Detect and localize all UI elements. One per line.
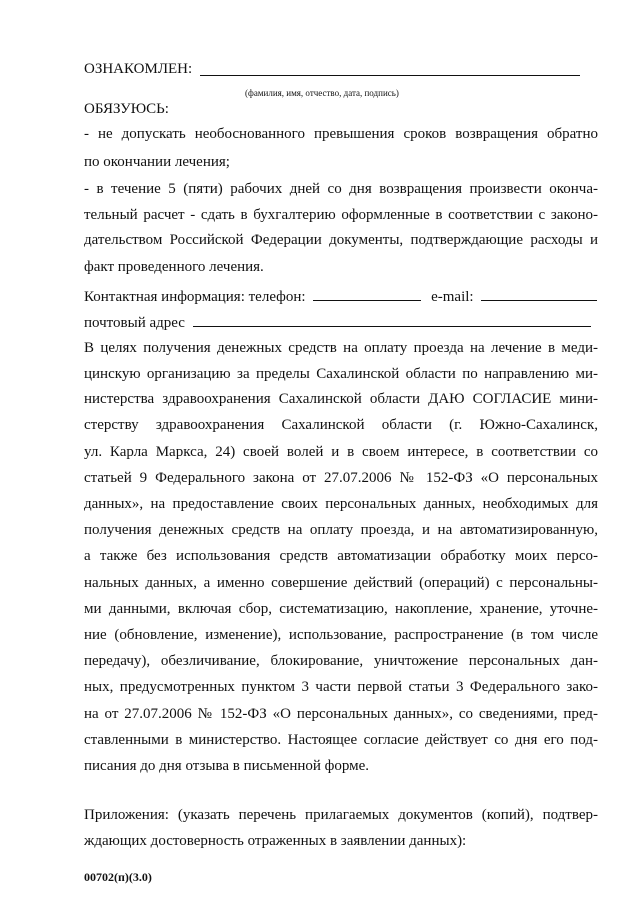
email-label: e-mail: xyxy=(431,289,474,305)
consent-line: а также без использования средств автоматизации обработку моих персо- xyxy=(84,548,598,564)
phone-field[interactable] xyxy=(313,286,421,301)
consent-line: ми данными, включая сбор, систематизацию, накопление, хранение, уточне- xyxy=(84,601,598,617)
email-field[interactable] xyxy=(481,286,597,301)
consent-line: стерству здравоохранения Сахалинской области (г. Южно-Сахалинск, xyxy=(84,417,598,433)
address-row xyxy=(84,312,591,332)
consent-line: В целях получения денежных средств на оплату проезда на лечение в меди- xyxy=(84,340,598,356)
consent-line: ние (обновление, изменение), использование, распространение (в том числе xyxy=(84,627,598,643)
address-field[interactable] xyxy=(193,312,591,327)
obligation-line: по окончании лечения; xyxy=(84,154,230,170)
consent-line: цинскую организацию за пределы Сахалинской области по направлению ми- xyxy=(84,366,598,382)
consent-line: ул. Карла Маркса, 24) своей волей и в своем интересе, в соответствии со xyxy=(84,444,598,460)
address-label: почтовый адрес xyxy=(84,315,185,331)
consent-line: ных, предусмотренных пунктом 3 части первой статьи 3 Федерального зако- xyxy=(84,679,598,695)
contact-row xyxy=(84,286,597,306)
consent-line: передачу), обезличивание, блокирование, уничтожение персональных дан- xyxy=(84,653,598,669)
consent-line: данных», на предоставление своих персональных данных, необходимых для xyxy=(84,496,598,512)
acknowledged-signature-line[interactable] xyxy=(200,75,580,76)
acknowledged-row xyxy=(84,60,192,78)
consent-line: писания до дня отзыва в письменной форме. xyxy=(84,758,370,774)
acknowledged-caption: (фамилия, имя, отчество, дата, подпись) xyxy=(245,88,399,98)
obligation-line: тельный расчет - сдать в бухгалтерию оформленные в соответствии с законо- xyxy=(84,207,598,223)
consent-line: ставленными в министерство. Настоящее согласие действует со дня его под- xyxy=(84,732,598,748)
acknowledged-label: ОЗНАКОМЛЕН: xyxy=(84,61,193,77)
obligation-heading: ОБЯЗУЮСЬ: xyxy=(84,101,169,117)
consent-line: статьей 9 Федерального закона от 27.07.2006 № 152-ФЗ «О персональных xyxy=(84,470,598,486)
consent-line: нистерства здравоохранения Сахалинской области ДАЮ СОГЛАСИЕ мини- xyxy=(84,391,598,407)
consent-line: нальных данных, а именно совершение действий (операций) с персональны- xyxy=(84,575,598,591)
obligation-line: дательством Российской Федерации документы, подтверждающие расходы и xyxy=(84,232,598,248)
obligation-line: - в течение 5 (пяти) рабочих дней со дня возвращения произвести оконча- xyxy=(84,181,598,197)
attachments-line: Приложения: (указать перечень прилагаемых документов (копий), подтвер- xyxy=(84,807,598,823)
form-code: 00702(п)(3.0) xyxy=(84,870,152,884)
obligation-line: - не допускать необоснованного превышения сроков возвращения обратно xyxy=(84,126,598,142)
obligation-line: факт проведенного лечения. xyxy=(84,259,264,275)
consent-line: получения денежных средств на оплату проезда, и на автоматизированную, xyxy=(84,522,598,538)
consent-line: на от 27.07.2006 № 152-ФЗ «О персональных данных», со сведениями, пред- xyxy=(84,706,598,722)
contact-label: Контактная информация: телефон: xyxy=(84,289,306,305)
attachments-line: ждающих достоверность отраженных в заявлении данных): xyxy=(84,833,467,849)
